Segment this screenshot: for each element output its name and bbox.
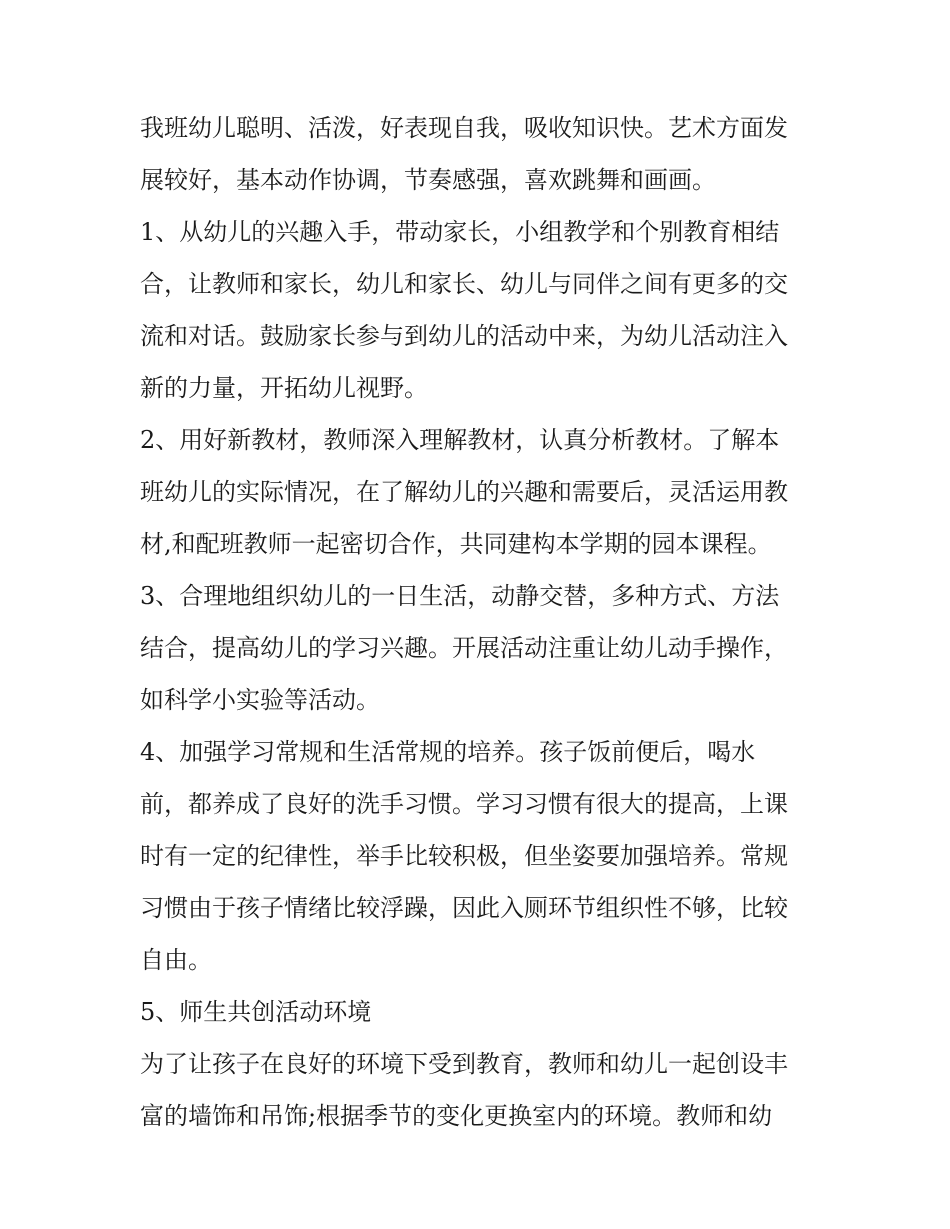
paragraph-3-line: 3、合理地组织幼儿的一日生活，动静交替，多种方式、方法: [140, 582, 780, 610]
paragraph-2-line: 2、用好新教材，教师深入理解教材，认真分析教材。了解本: [140, 426, 780, 454]
text-line: 结合，提高幼儿的学习兴趣。开展活动注重让幼儿动手操作，: [140, 634, 788, 662]
paragraph-4-line: 4、加强学习常规和生活常规的培养。孩子饭前便后，喝水: [140, 738, 756, 766]
text-line: 材,和配班教师一起密切合作，共同建构本学期的园本课程。: [140, 530, 772, 558]
text-line: 新的力量，开拓幼儿视野。: [140, 374, 428, 402]
text-line: 如科学小实验等活动。: [140, 686, 380, 714]
text-line: 习惯由于孩子情绪比较浮躁，因此入厕环节组织性不够，比较: [140, 894, 788, 922]
text-line: 我班幼儿聪明、活泼，好表现自我，吸收知识快。艺术方面发: [140, 114, 788, 142]
text-line: 为了让孩子在良好的环境下受到教育，教师和幼儿一起创设丰: [140, 1050, 788, 1078]
text-line: 合，让教师和家长，幼儿和家长、幼儿与同伴之间有更多的交: [140, 270, 788, 298]
text-line: 自由。: [140, 946, 212, 974]
text-line: 时有一定的纪律性，举手比较积极，但坐姿要加强培养。常规: [140, 842, 788, 870]
text-line: 流和对话。鼓励家长参与到幼儿的活动中来，为幼儿活动注入: [140, 322, 788, 350]
text-line: 展较好，基本动作协调，节奏感强，喜欢跳舞和画画。: [140, 166, 716, 194]
paragraph-5-heading: 5、师生共创活动环境: [140, 998, 372, 1026]
text-line: 前，都养成了良好的洗手习惯。学习习惯有很大的提高，上课: [140, 790, 788, 818]
text-line: 班幼儿的实际情况，在了解幼儿的兴趣和需要后，灵活运用教: [140, 478, 788, 506]
paragraph-1-line: 1、从幼儿的兴趣入手，带动家长，小组教学和个别教育相结: [140, 218, 780, 246]
text-line: 富的墙饰和吊饰;根据季节的变化更换室内的环境。教师和幼: [140, 1102, 773, 1130]
